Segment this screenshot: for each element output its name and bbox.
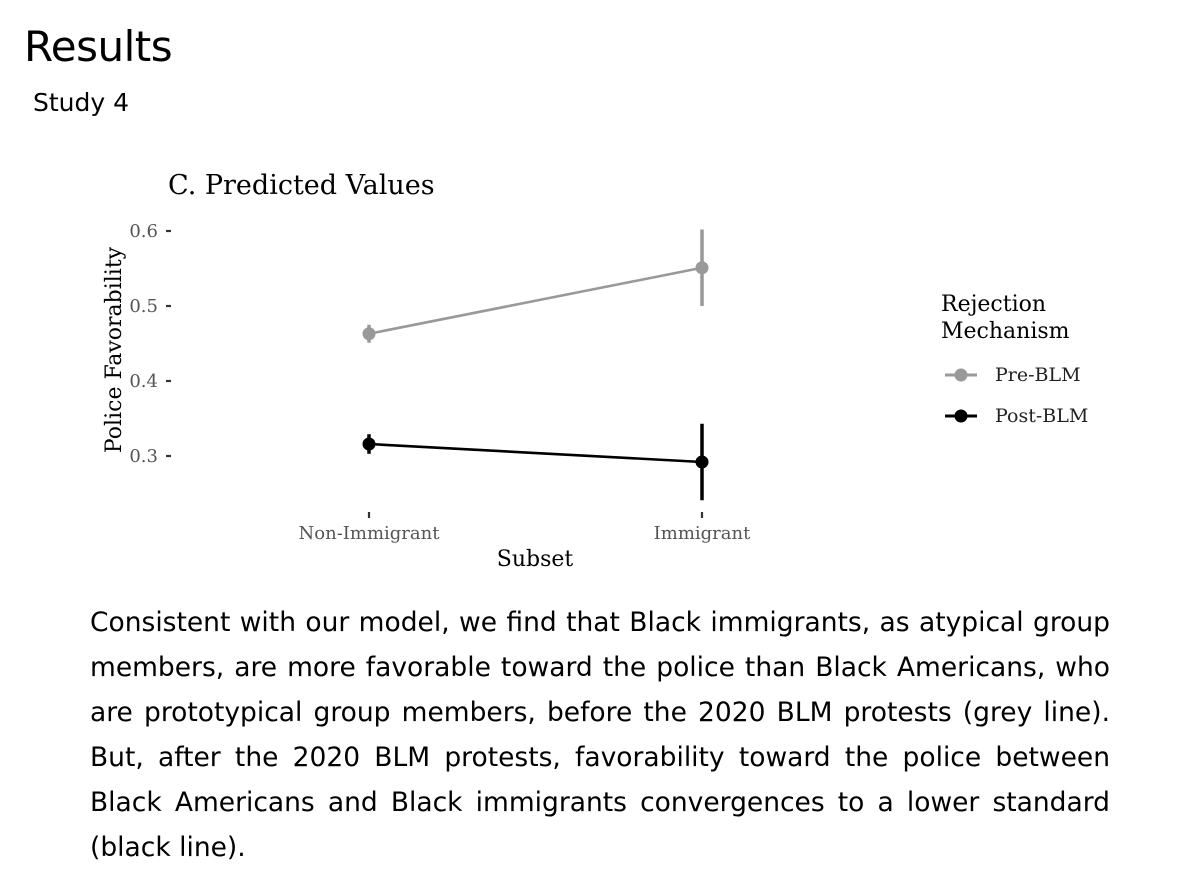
- x-axis-label: Subset: [496, 547, 574, 572]
- data-point: [696, 261, 709, 274]
- y-axis-label: Police Favorability: [102, 246, 127, 454]
- series-line: [369, 444, 702, 462]
- series-pre-blm: [363, 230, 709, 343]
- series-post-blm: [363, 424, 709, 501]
- legend-item: [945, 364, 1081, 386]
- slide-subtitle: Study 4: [33, 88, 130, 117]
- x-tick-label: Non-Immigrant: [298, 523, 440, 544]
- x-tick-label: Immigrant: [653, 523, 751, 544]
- x-axis-ticks: [299, 512, 752, 544]
- legend-title-line-2: Mechanism: [941, 319, 1070, 344]
- legend-items: [945, 364, 1088, 427]
- predicted-values-chart: [0, 150, 1200, 590]
- legend-key-point: [955, 369, 968, 382]
- series-layer: [363, 230, 709, 501]
- caption-text: Consistent with our model, we find that Black immigrants, as atypical group members, are more favorable toward the police than Black Americans, who are prototypical group members, before the 2020 BLM protests (grey line). But, after the 2020 BLM protests, favorability toward the police between Black Americans and Black immigrants convergences to a lower standard (black line).: [90, 607, 1110, 863]
- legend: [941, 292, 1088, 427]
- legend-title: [941, 292, 1070, 344]
- legend-label: Pre-BLM: [995, 364, 1081, 386]
- legend-label: Post-BLM: [995, 405, 1089, 427]
- slide-title: Results: [24, 22, 173, 71]
- y-axis-ticks: [129, 221, 171, 467]
- y-tick-label: 0.4: [129, 371, 158, 392]
- series-line: [369, 268, 702, 334]
- y-tick-label: 0.6: [129, 221, 158, 242]
- legend-title-line-1: Rejection: [941, 292, 1047, 317]
- data-point: [363, 327, 376, 340]
- data-point: [696, 456, 709, 469]
- legend-key-point: [955, 410, 968, 423]
- y-tick-label: 0.3: [129, 446, 158, 467]
- y-tick-label: 0.5: [129, 296, 158, 317]
- data-point: [363, 438, 376, 451]
- legend-item: [945, 405, 1088, 427]
- chart-title: C. Predicted Values: [168, 170, 435, 201]
